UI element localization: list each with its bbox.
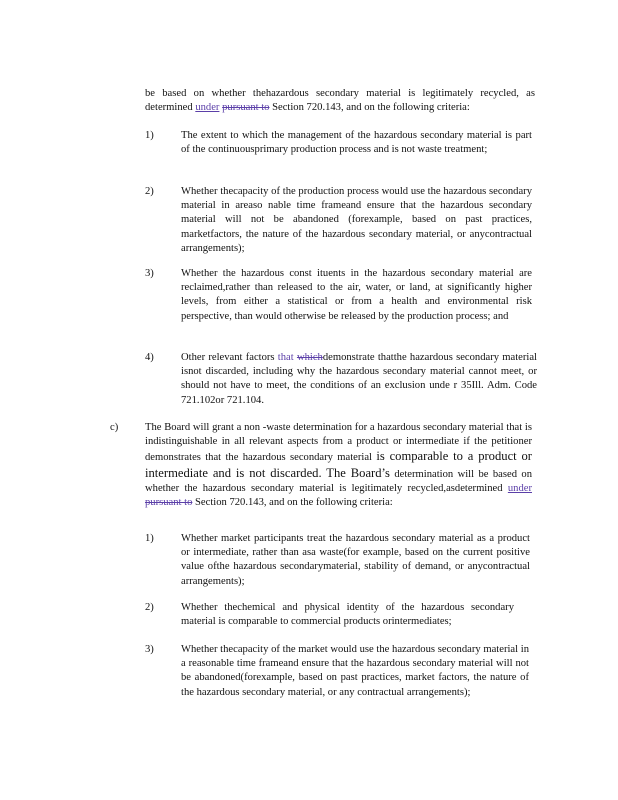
deleted-text: pursuant to <box>145 497 193 509</box>
inserted-text: under <box>507 482 532 494</box>
inserted-text: under <box>195 102 220 114</box>
list-item-label: 3) <box>145 644 154 655</box>
list-item: The extent to which the management of the hazardous secondary material is part of the continuousprimary production process and is not waste treatment; <box>181 130 532 156</box>
section-label: c) <box>110 422 119 433</box>
intro-text: be based on whether thehazardous secondary material is legitimately recycled, as determined <box>145 88 535 114</box>
list-item-label: 4) <box>145 352 154 363</box>
list-item: Whether thecapacity of the market would use the hazardous secondary material in a reasonable time frameand ensure that the hazardous secondary material will not be abandoned(forexample, based on past practices, market factors, the nature of the hazardous secondary material, or any contractual arrangements); <box>181 644 529 698</box>
enlarged-text: is comparable to a product or intermediate and is not discarded. The Board’s <box>145 449 532 480</box>
list-item-label: 1) <box>145 130 154 141</box>
intro-paragraph <box>145 87 535 115</box>
list-item: Whether thecapacity of the production process would use the hazardous secondary material in areaso nable time frameand ensure that the hazardous secondary material will not be abandoned (forexample, based on past practices, marketfactors, the nature of the hazardous secondary material, or anycontractual arrangements); <box>181 186 532 254</box>
list-item: Other relevant factors that whichdemonstrate thatthe hazardous secondary material isnot discarded, including why the hazardous secondary material cannot meet, or should not have to meet, the conditions of an exclusion unde r 35Ill. Adm. Code 721.102or 721.104. <box>181 352 537 406</box>
list-item-label: 3) <box>145 268 154 279</box>
inserted-text: that <box>277 352 294 363</box>
list-item-label: 2) <box>145 186 154 197</box>
deleted-text: which <box>296 352 323 363</box>
deleted-text: pursuant to <box>222 102 270 114</box>
section-c-paragraph: The Board will grant a non -waste determination for a hazardous secondary material that is indistinguishable in all relevant aspects from a product or intermediate if the petitioner demonstrates that the hazardous secondary material is comparable to a product or intermediate and is not discarded. The Board’s determination will be based on whether the hazardous secondary material is legitimately recycled,asdetermined under pursuant to Section 720.143, and on the following criteria: <box>145 422 532 509</box>
list-item-label: 2) <box>145 602 154 613</box>
list-item: Whether thechemical and physical identity of the hazardous secondary material is comparable to commercial products orintermediates; <box>181 602 514 628</box>
list-item: Whether market participants treat the hazardous secondary material as a product or intermediate, rather than asa waste(for example, based on the current positive value ofthe hazardous secondarymaterial, stability of demand, or anycontractual arrangements); <box>181 533 530 587</box>
list-item: Whether the hazardous const ituents in the hazardous secondary material are reclaimed,rather than released to the air, water, or land, at significantly higher levels, from either a statistical or from a health and environmental risk perspective, than would otherwise be released by the production process; and <box>181 268 532 322</box>
list-item-label: 1) <box>145 533 154 544</box>
intro-text-end: Section 720.143, and on the following criteria: <box>272 102 470 114</box>
